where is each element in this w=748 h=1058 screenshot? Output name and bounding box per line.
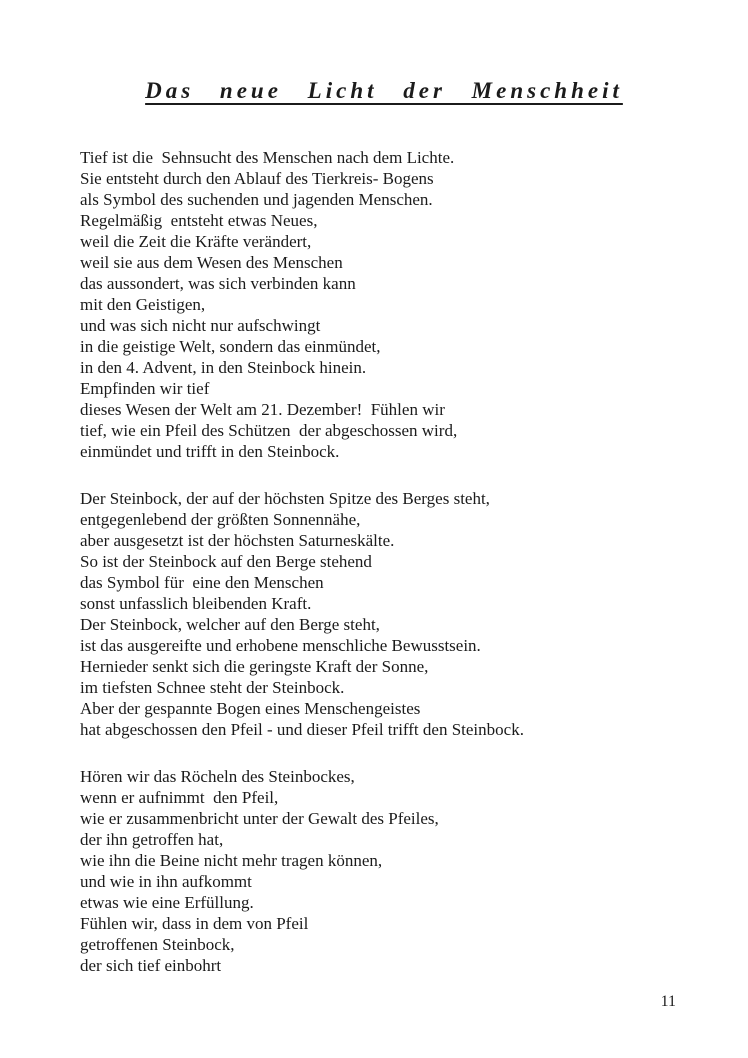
poem-line: im tiefsten Schnee steht der Steinbock. [80, 678, 345, 697]
poem-line: einmündet und trifft in den Steinbock. [80, 442, 340, 461]
poem-line: der sich tief einbohrt [80, 956, 222, 975]
poem-line: Aber der gespannte Bogen eines Menschengeistes [80, 699, 421, 718]
poem-line: in den 4. Advent, in den Steinbock hinein. [80, 358, 367, 377]
poem-line: entgegenlebend der größten Sonnennähe, [80, 510, 361, 529]
poem-line: Regelmäßig entsteht etwas Neues, [80, 211, 318, 230]
poem-line: weil sie aus dem Wesen des Menschen [80, 253, 343, 272]
poem-line: sonst unfasslich bleibenden Kraft. [80, 594, 312, 613]
poem-line: tief, wie ein Pfeil des Schützen der abgeschossen wird, [80, 421, 458, 440]
stanza-1 [80, 147, 688, 462]
poem-line: Tief ist die Sehnsucht des Menschen nach dem Lichte. [80, 148, 455, 167]
poem-line: Sie entsteht durch den Ablauf des Tierkreis- Bogens [80, 169, 434, 188]
poem-line: das Symbol für eine den Menschen [80, 573, 324, 592]
poem-line: aber ausgesetzt ist der höchsten Saturneskälte. [80, 531, 395, 550]
poem-line: Hören wir das Röcheln des Steinbockes, [80, 767, 355, 786]
poem-line: wie ihn die Beine nicht mehr tragen können, [80, 851, 383, 870]
poem-line: Der Steinbock, der auf der höchsten Spitze des Berges steht, [80, 489, 490, 508]
poem-line: der ihn getroffen hat, [80, 830, 224, 849]
poem-line: Der Steinbock, welcher auf den Berge steht, [80, 615, 380, 634]
poem-line: Hernieder senkt sich die geringste Kraft der Sonne, [80, 657, 429, 676]
page-title: Das neue Licht der Menschheit [145, 78, 623, 103]
poem-line: ist das ausgereifte und erhobene menschliche Bewusstsein. [80, 636, 481, 655]
poem-line: dieses Wesen der Welt am 21. Dezember! Fühlen wir [80, 400, 445, 419]
stanza-3 [80, 766, 688, 976]
poem-line: getroffenen Steinbock, [80, 935, 235, 954]
stanza-2 [80, 488, 688, 740]
poem-line: als Symbol des suchenden und jagenden Menschen. [80, 190, 433, 209]
poem-line: Empfinden wir tief [80, 379, 210, 398]
poem-line: mit den Geistigen, [80, 295, 206, 314]
poem-line: wie er zusammenbricht unter der Gewalt des Pfeiles, [80, 809, 439, 828]
poem-line: So ist der Steinbock auf den Berge stehend [80, 552, 372, 571]
page-number: 11 [660, 993, 676, 1010]
poem-body [80, 147, 688, 1002]
poem-line: weil die Zeit die Kräfte verändert, [80, 232, 312, 251]
poem-line: und was sich nicht nur aufschwingt [80, 316, 321, 335]
poem-line: hat abgeschossen den Pfeil - und dieser Pfeil trifft den Steinbock. [80, 720, 524, 739]
poem-line: in die geistige Welt, sondern das einmündet, [80, 337, 381, 356]
poem-line: etwas wie eine Erfüllung. [80, 893, 254, 912]
poem-line: wenn er aufnimmt den Pfeil, [80, 788, 279, 807]
poem-line: und wie in ihn aufkommt [80, 872, 252, 891]
poem-line: Fühlen wir, dass in dem von Pfeil [80, 914, 309, 933]
poem-line: das aussondert, was sich verbinden kann [80, 274, 356, 293]
